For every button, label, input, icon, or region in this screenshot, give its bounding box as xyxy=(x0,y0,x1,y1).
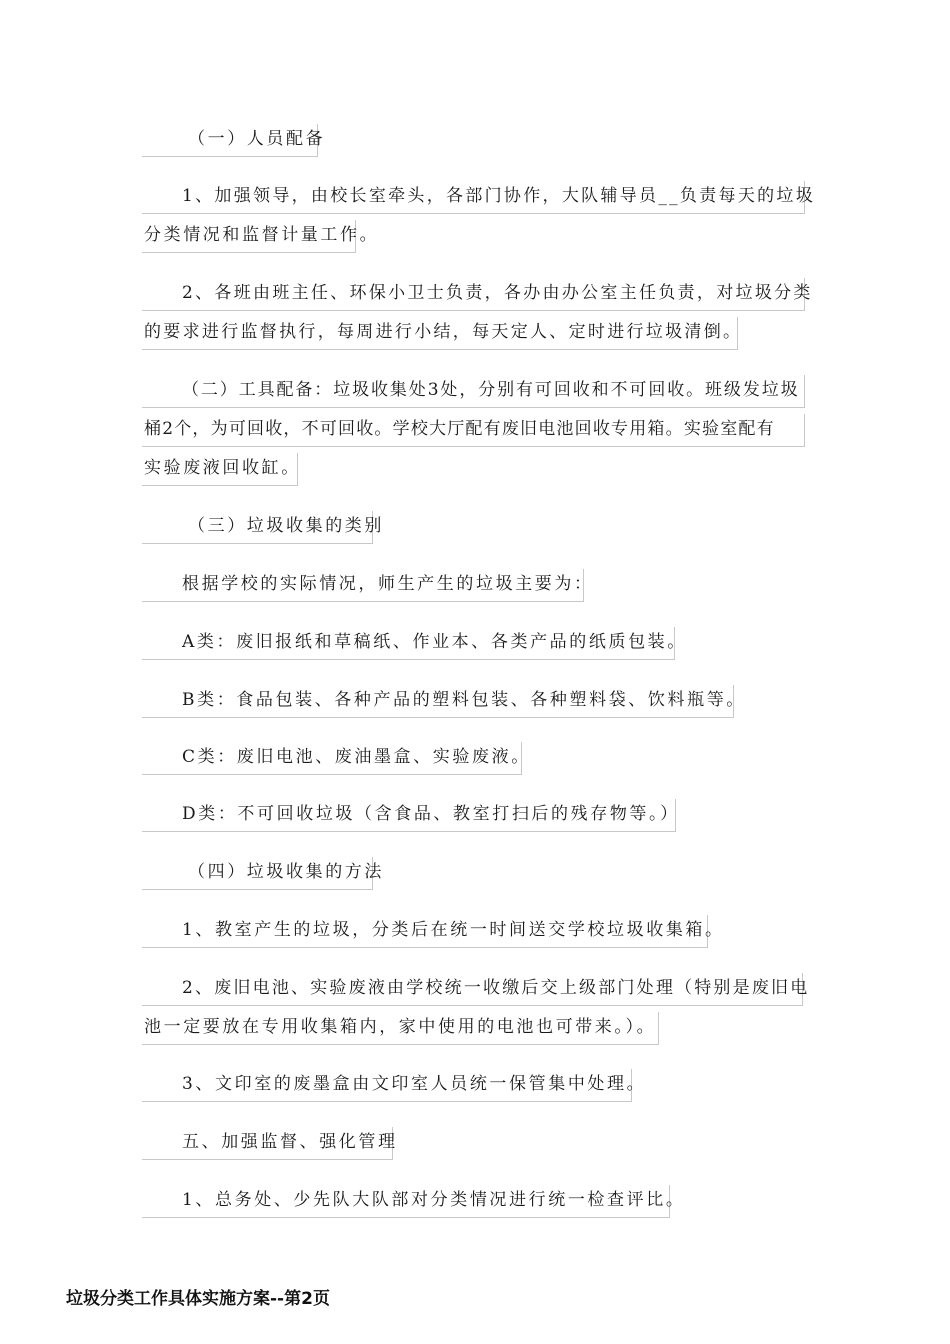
paragraph-line: 的要求进行监督执行，每周进行小结，每天定人、定时进行垃圾清倒。 xyxy=(142,317,738,350)
paragraph-line: 分类情况和监督计量工作。 xyxy=(142,220,356,253)
paragraph-line: 根据学校的实际情况，师生产生的垃圾主要为： xyxy=(142,569,584,602)
section-heading-staffing: （一）人员配备 xyxy=(142,124,318,157)
paragraph-line: 3、文印室的废墨盒由文印室人员统一保管集中处理。 xyxy=(142,1069,632,1102)
page-footer: 垃圾分类工作具体实施方案--第2页 xyxy=(66,1289,330,1309)
section-heading-methods: （四）垃圾收集的方法 xyxy=(142,857,373,890)
category-b-line: B类：食品包装、各种产品的塑料包装、各种塑料袋、饮料瓶等。 xyxy=(142,685,734,718)
paragraph-line: 2、废旧电池、实验废液由学校统一收缴后交上级部门处理（特别是废旧电 xyxy=(142,973,803,1006)
section-heading-categories: （三）垃圾收集的类别 xyxy=(142,511,373,544)
paragraph-line: 1、加强领导，由校长室牵头，各部门协作，大队辅导员__负责每天的垃圾 xyxy=(142,181,805,214)
category-c-line: C类：废旧电池、废油墨盒、实验废液。 xyxy=(142,742,522,775)
category-a-line: A类：废旧报纸和草稿纸、作业本、各类产品的纸质包装。 xyxy=(142,627,675,660)
paragraph-line: 桶2个，为可回收，不可回收。学校大厅配有废旧电池回收专用箱。实验室配有 xyxy=(142,414,805,447)
section-heading-supervision: 五、加强监督、强化管理 xyxy=(142,1127,393,1160)
section-heading-tools: （二）工具配备：垃圾收集处3处，分别有可回收和不可回收。班级发垃圾 xyxy=(142,375,805,408)
paragraph-line: 1、总务处、少先队大队部对分类情况进行统一检查评比。 xyxy=(142,1185,670,1218)
paragraph-line: 实验废液回收缸。 xyxy=(142,453,298,486)
paragraph-line: 1、教室产生的垃圾，分类后在统一时间送交学校垃圾收集箱。 xyxy=(142,915,708,948)
paragraph-line: 2、各班由班主任、环保小卫士负责，各办由办公室主任负责，对垃圾分类 xyxy=(142,278,805,311)
category-d-line: D类：不可回收垃圾（含食品、教室打扫后的残存物等。） xyxy=(142,799,676,832)
paragraph-line: 池一定要放在专用收集箱内，家中使用的电池也可带来。）。 xyxy=(142,1012,659,1045)
